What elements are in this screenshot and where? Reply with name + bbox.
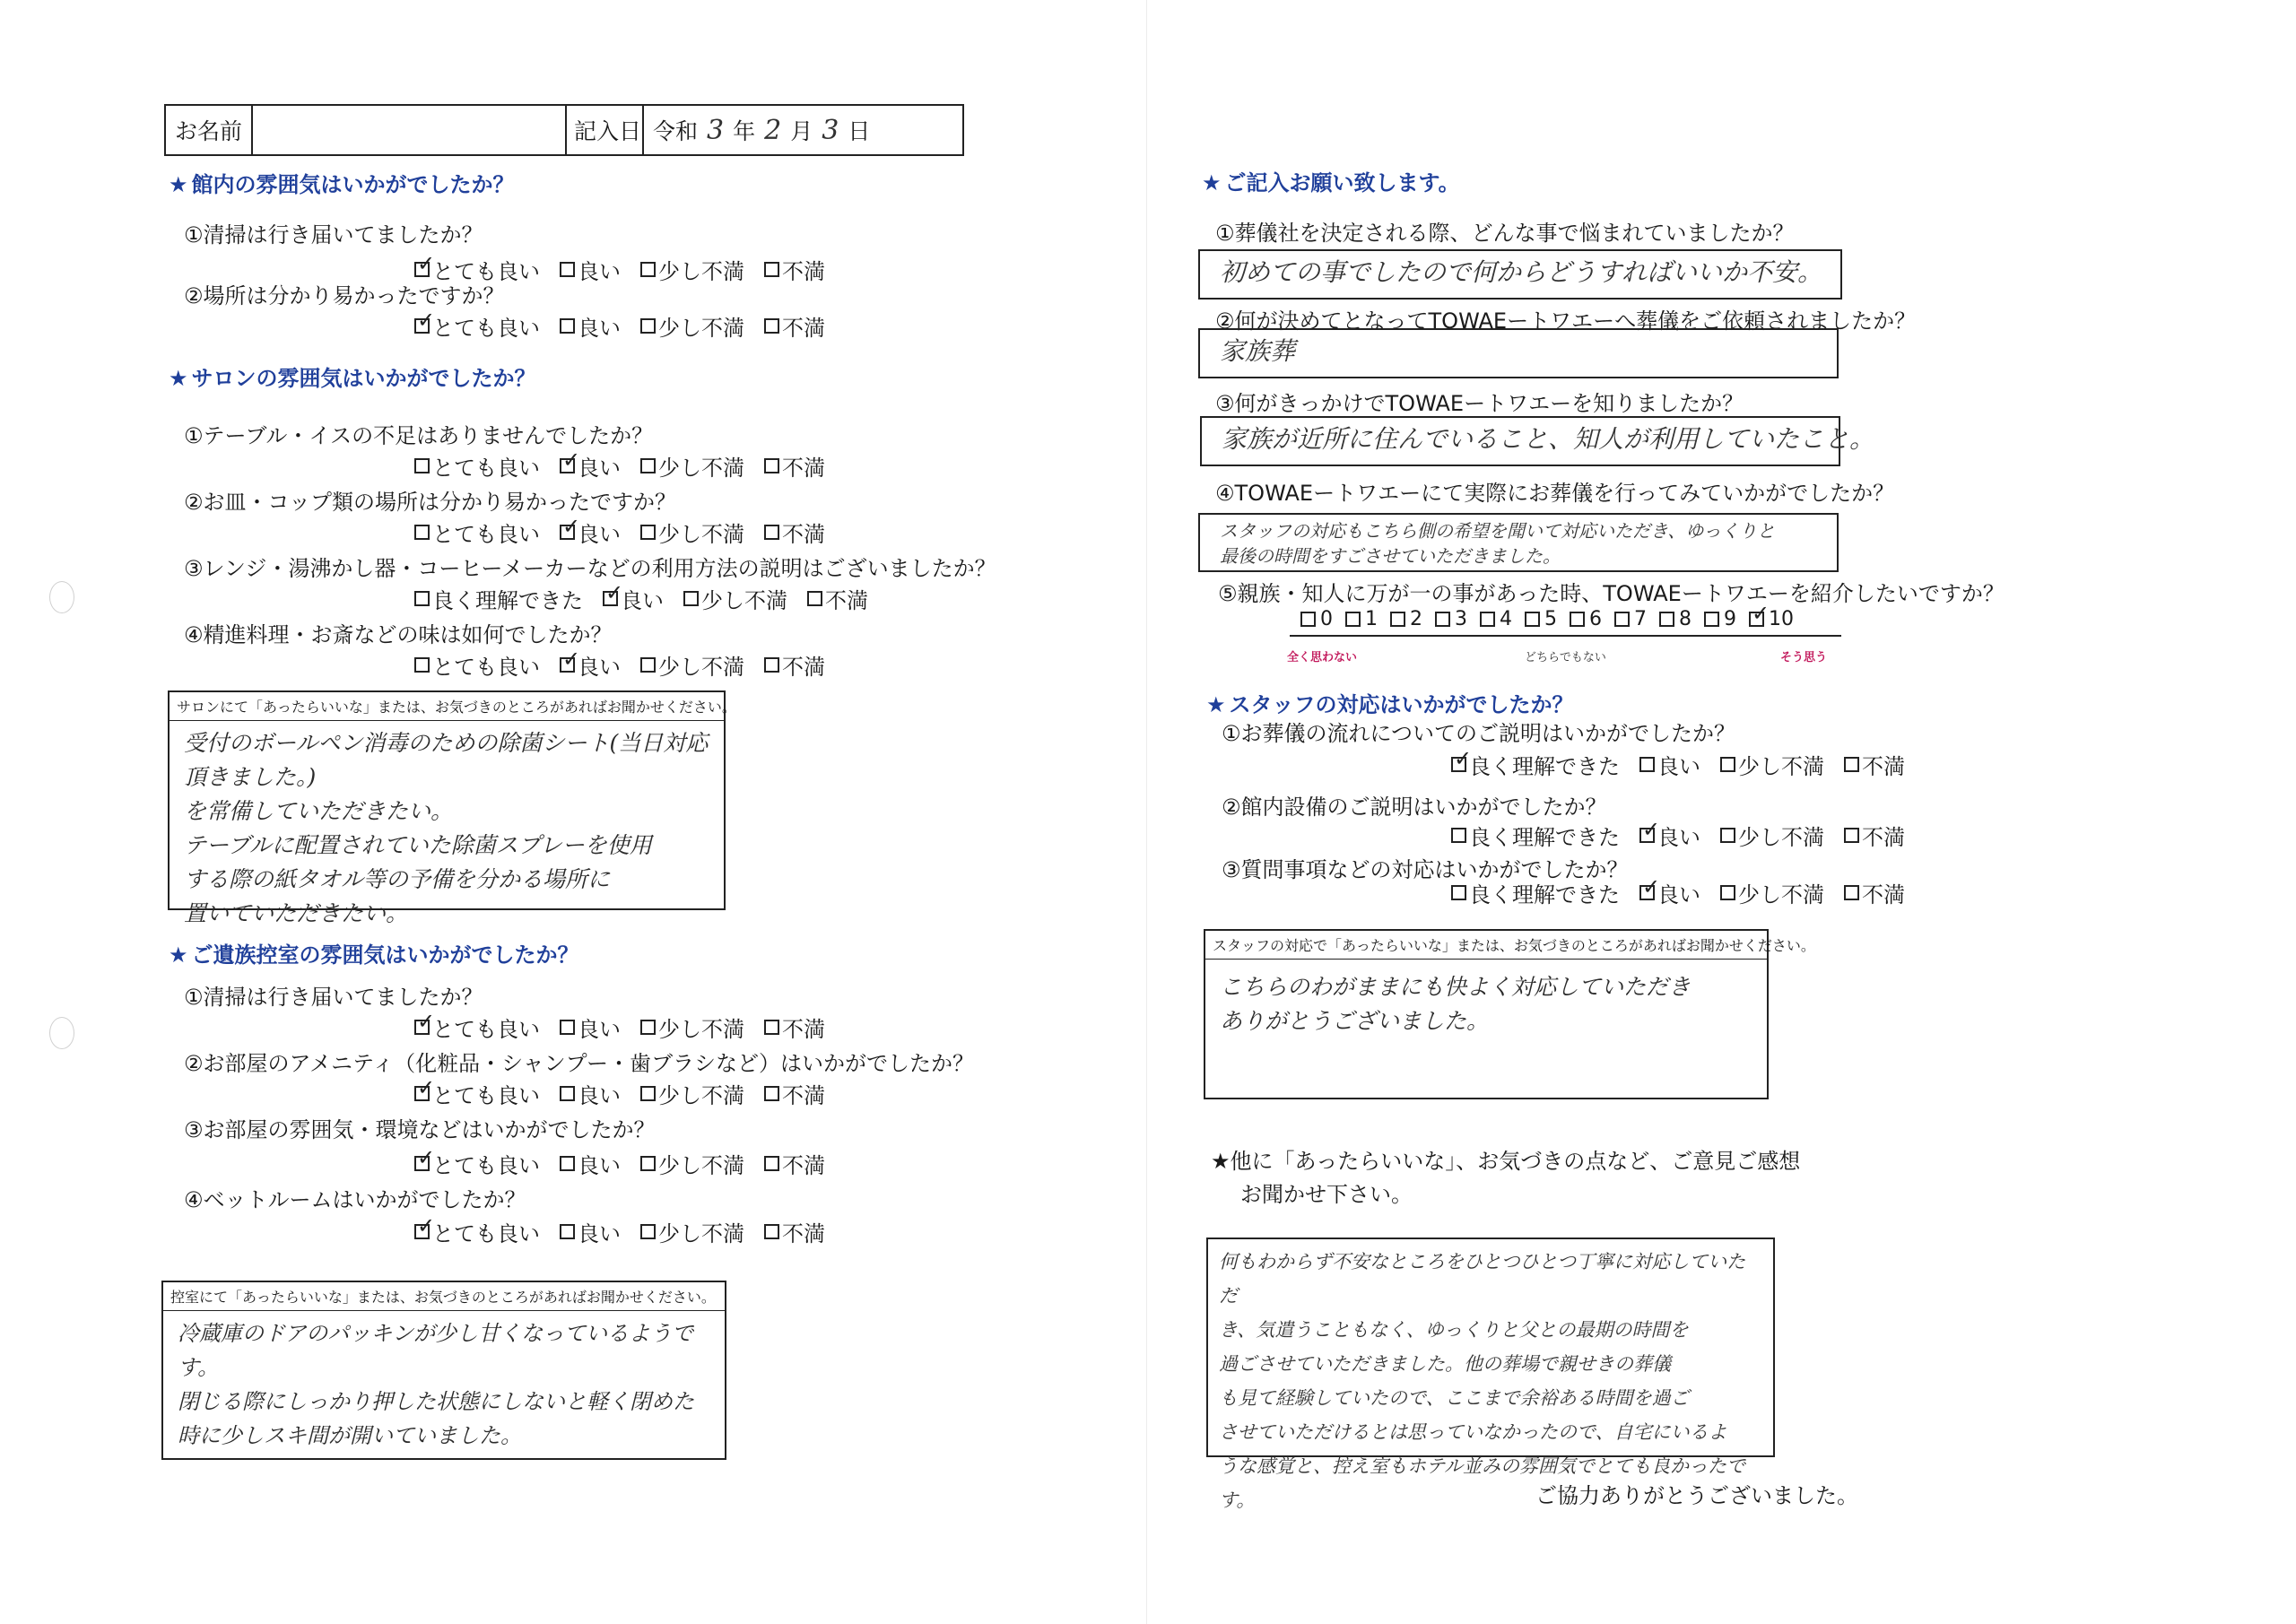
punch-hole <box>49 581 74 613</box>
room-comment-text[interactable]: 冷蔵庫のドアのパッキンが少し甘くなっているようです。 閉じる際にしっかり押した状態にしないと軽く閉めた 時に少しスキ間が開いていました。 <box>178 1321 694 1448</box>
checkbox[interactable] <box>764 657 779 673</box>
salon-comment-heading: サロンにて「あったらいいな」または、お気づきのところがあればお聞かせください。 <box>170 692 724 721</box>
checkbox[interactable] <box>560 458 575 473</box>
options-hall-location: ✓ とても良い 良い 少し不満 不満 <box>414 310 825 342</box>
checkbox[interactable] <box>560 1224 575 1239</box>
answer-experience[interactable]: スタッフの対応もこちら側の希望を聞いて対応いただき、ゆっくりと 最後の時間をすごさせていただきました。 <box>1198 513 1839 572</box>
checkbox[interactable] <box>640 262 656 277</box>
options-room-bedroom: ✓ とても良い 良い 少し不満 不満 <box>414 1216 825 1247</box>
star-icon: ★ <box>169 172 188 197</box>
checkbox[interactable] <box>560 525 575 540</box>
checkbox[interactable] <box>1659 612 1674 627</box>
scale-label-mid: どちらでもない <box>1525 651 1606 664</box>
checkbox[interactable] <box>1639 885 1655 900</box>
punch-hole <box>49 1017 74 1049</box>
question-room-bedroom: ④ベットルームはいかがでしたか？ <box>184 1187 526 1212</box>
day-unit: 日 <box>848 118 871 144</box>
general-feedback-heading-line1: ★他に「あったらいいな」、お気づきの点など、ご意見ご感想 <box>1211 1149 1801 1174</box>
checkbox[interactable] <box>1720 757 1735 772</box>
question-salon-appliances: ③レンジ・湯沸かし器・コーヒーメーカーなどの利用方法の説明はございましたか？ <box>184 556 996 581</box>
checkbox[interactable] <box>1844 828 1859 843</box>
checkbox[interactable] <box>764 318 779 334</box>
star-icon: ★ <box>1206 692 1226 717</box>
options-salon-appliances: 良く理解できた ✓ 良い 少し不満 不満 <box>414 583 868 614</box>
name-label: お名前 <box>166 106 253 154</box>
options-staff-facilities: 良く理解できた ✓ 良い 少し不満 不満 <box>1451 820 1905 851</box>
checkbox[interactable] <box>640 458 656 473</box>
checkbox[interactable] <box>414 318 430 334</box>
date-field[interactable] <box>644 106 962 154</box>
scale-label-low: 全く思わない <box>1287 651 1358 664</box>
checkbox[interactable] <box>414 1224 430 1239</box>
question-worries: ①葬儀社を決定される際、どんな事で悩まれていましたか？ <box>1215 221 1795 246</box>
checkbox[interactable] <box>1844 757 1859 772</box>
question-decision: ②何が決めてとなってTOWAEートワエーへ葬儀をご依頼されましたか？ <box>1215 308 1917 334</box>
checkbox[interactable] <box>764 1086 779 1101</box>
checkbox[interactable] <box>640 525 656 540</box>
question-staff-facilities: ②館内設備のご説明はいかがでしたか？ <box>1222 795 1607 820</box>
options-staff-flow: ✓ 良く理解できた 良い 少し不満 不満 <box>1451 749 1905 780</box>
star-icon: ★ <box>169 942 188 968</box>
scale-label-high: そう思う <box>1780 651 1828 664</box>
checkbox[interactable] <box>414 1156 430 1171</box>
answer-worries[interactable]: 初めての事でしたので何からどうすればいいか不安。 <box>1198 249 1842 300</box>
checkbox[interactable] <box>560 1020 575 1035</box>
question-experience: ④TOWAEートワエーにて実際にお葬儀を行ってみていかがでしたか？ <box>1215 481 1895 506</box>
checkbox[interactable] <box>1639 757 1655 772</box>
question-salon-food: ④精進料理・お斎などの味は如何でしたか？ <box>184 622 613 647</box>
checkbox[interactable] <box>640 657 656 673</box>
era: 令和 <box>653 118 699 144</box>
options-room-cleaning: ✓ とても良い 良い 少し不満 不満 <box>414 1012 825 1043</box>
checkbox[interactable] <box>1720 828 1735 843</box>
question-salon-dishes: ②お皿・コップ類の場所は分かり易かったですか？ <box>184 490 677 515</box>
checkbox[interactable] <box>764 1020 779 1035</box>
checkbox[interactable] <box>807 591 822 606</box>
checkbox[interactable] <box>414 458 430 473</box>
section-heading-request: ★ ご記入お願い致します。 <box>1202 170 1460 195</box>
checkbox[interactable] <box>1451 757 1466 772</box>
checkbox[interactable] <box>1749 612 1764 627</box>
options-salon-dishes: とても良い ✓ 良い 少し不満 不満 <box>414 517 825 548</box>
checkbox[interactable] <box>414 1086 430 1101</box>
checkbox[interactable] <box>560 262 575 277</box>
question-recommend: ⑤親族・知人に万が一の事があった時、TOWAEートワエーを紹介したいですか？ <box>1218 581 2005 606</box>
checkbox[interactable] <box>1435 612 1450 627</box>
question-salon-tables: ①テーブル・イスの不足はありませんでしたか？ <box>184 423 654 448</box>
options-staff-questions: 良く理解できた ✓ 良い 少し不満 不満 <box>1451 877 1905 908</box>
year-unit: 年 <box>733 118 756 144</box>
month-unit: 月 <box>790 118 813 144</box>
checkbox[interactable] <box>1525 612 1540 627</box>
recommend-scale: 0 1 2 3 4 5 6 7 8 9 ✓ 10 <box>1300 608 1794 630</box>
checkbox[interactable] <box>560 657 575 673</box>
checkbox[interactable] <box>1570 612 1585 627</box>
day-value: 3 <box>822 114 839 146</box>
answer-decision[interactable]: 家族葬 <box>1198 328 1839 378</box>
page-fold-divider <box>1146 0 1147 1624</box>
checkbox[interactable] <box>640 1020 656 1035</box>
checkbox[interactable] <box>764 262 779 277</box>
closing-thanks: ご協力ありがとうございました。 <box>1535 1483 1858 1508</box>
checkbox[interactable] <box>1614 612 1630 627</box>
checkbox[interactable] <box>640 1156 656 1171</box>
question-room-amenities: ②お部屋のアメニティ（化粧品・シャンプー・歯ブラシなど）はいかがでしたか？ <box>184 1051 974 1076</box>
checkbox[interactable] <box>414 262 430 277</box>
checkbox[interactable] <box>1844 885 1859 900</box>
salon-comment-box <box>168 690 736 926</box>
options-salon-tables: とても良い ✓ 良い 少し不満 不満 <box>414 450 825 482</box>
checkbox[interactable] <box>1639 828 1655 843</box>
name-date-table <box>164 104 964 156</box>
checkbox[interactable] <box>1451 885 1466 900</box>
question-hall-cleaning: ①清掃は行き届いてましたか？ <box>184 222 483 248</box>
star-icon: ★ <box>169 366 188 391</box>
general-feedback-box[interactable]: 何もわからず不安なところをひとつひとつ丁寧に対応していただ き、気遣うこともなく、ゆっくりと父との最期の時間を 過ごさせていただきました。他の葬場で親せきの葬儀 も見て経験していたので、ここまで余裕ある時間を過ご させていただけるとは思っていなかったので、自宅にいるよ うな感覚と、控え室もホテル並みの雰囲気でとても良かったです。 <box>1206 1238 1775 1457</box>
question-staff-questions: ③質問事項などの対応はいかがでしたか？ <box>1222 857 1629 882</box>
checkbox[interactable] <box>640 1224 656 1239</box>
room-comment-heading: 控室にて「あったらいいな」または、お気づきのところがあればお聞かせください。 <box>163 1282 725 1311</box>
month-value: 2 <box>764 114 782 146</box>
checkbox[interactable] <box>640 1086 656 1101</box>
checkbox[interactable] <box>764 458 779 473</box>
checkbox[interactable] <box>1704 612 1719 627</box>
checkbox[interactable] <box>560 1086 575 1101</box>
checkbox[interactable] <box>414 525 430 540</box>
question-room-cleaning: ①清掃は行き届いてましたか？ <box>184 985 483 1010</box>
year-value: 3 <box>707 114 725 146</box>
salon-comment-text[interactable]: 受付のボールペン消毒のための除菌シート(当日対応頂きました。) を常備していただきたい。 テーブルに配置されていた除菌スプレーを使用 する際の紙タオル等の予備を分かる場所に 置いていただきたい。 <box>184 730 709 926</box>
question-how-found: ③何がきっかけでTOWAEートワエーを知りましたか？ <box>1215 391 1744 416</box>
checkbox[interactable] <box>1720 885 1735 900</box>
name-field[interactable] <box>253 106 567 154</box>
date-label: 記入日 <box>567 106 644 154</box>
options-hall-cleaning: ✓ とても良い 良い 少し不満 不満 <box>414 254 825 285</box>
checkbox[interactable] <box>414 591 430 606</box>
section-heading-staff: ★ スタッフの対応はいかがでしたか？ <box>1206 692 1574 717</box>
section-heading-family-room: ★ ご遺族控室の雰囲気はいかがでしたか？ <box>169 942 579 968</box>
checkbox[interactable] <box>603 591 618 606</box>
checkbox[interactable] <box>1300 612 1316 627</box>
checkbox[interactable] <box>764 1224 779 1239</box>
section-heading-salon: ★ サロンの雰囲気はいかがでしたか？ <box>169 366 536 391</box>
options-salon-food: とても良い ✓ 良い 少し不満 不満 <box>414 649 825 681</box>
question-staff-flow: ①お葬儀の流れについてのご説明はいかがでしたか？ <box>1222 721 1736 746</box>
staff-comment-box <box>1204 929 1815 1099</box>
room-comment-box <box>161 1281 726 1460</box>
checkbox[interactable] <box>414 657 430 673</box>
checkbox[interactable] <box>560 1156 575 1171</box>
checkbox[interactable] <box>1390 612 1405 627</box>
staff-comment-heading: スタッフの対応で「あったらいいな」または、お気づきのところがあればお聞かせください。 <box>1205 931 1767 960</box>
question-room-atmosphere: ③お部屋の雰囲気・環境などはいかがでしたか？ <box>184 1117 656 1142</box>
checkbox[interactable] <box>1345 612 1361 627</box>
checkbox[interactable] <box>683 591 699 606</box>
general-feedback-heading-line2: お聞かせ下さい。 <box>1240 1182 1413 1207</box>
checkbox[interactable] <box>764 1156 779 1171</box>
star-icon: ★ <box>1202 170 1222 195</box>
options-room-atmosphere: ✓ とても良い 良い 少し不満 不満 <box>414 1148 825 1179</box>
checkbox[interactable] <box>640 318 656 334</box>
checkbox[interactable] <box>414 1020 430 1035</box>
staff-comment-text[interactable]: こちらのわがままにも快よく対応していただき ありがとうございました。 <box>1220 974 1692 1034</box>
section-heading-hall: ★ 館内の雰囲気はいかがでしたか？ <box>169 172 515 197</box>
answer-how-found[interactable]: 家族が近所に住んでいること、知人が利用していたこと。 <box>1200 416 1840 466</box>
checkbox[interactable] <box>560 318 575 334</box>
scale-axis-line <box>1290 635 1841 637</box>
checkbox[interactable] <box>1480 612 1495 627</box>
options-room-amenities: ✓ とても良い 良い 少し不満 不満 <box>414 1078 825 1109</box>
question-hall-location: ②場所は分かり易かったですか？ <box>184 283 505 308</box>
checkbox[interactable] <box>764 525 779 540</box>
checkbox[interactable] <box>1451 828 1466 843</box>
